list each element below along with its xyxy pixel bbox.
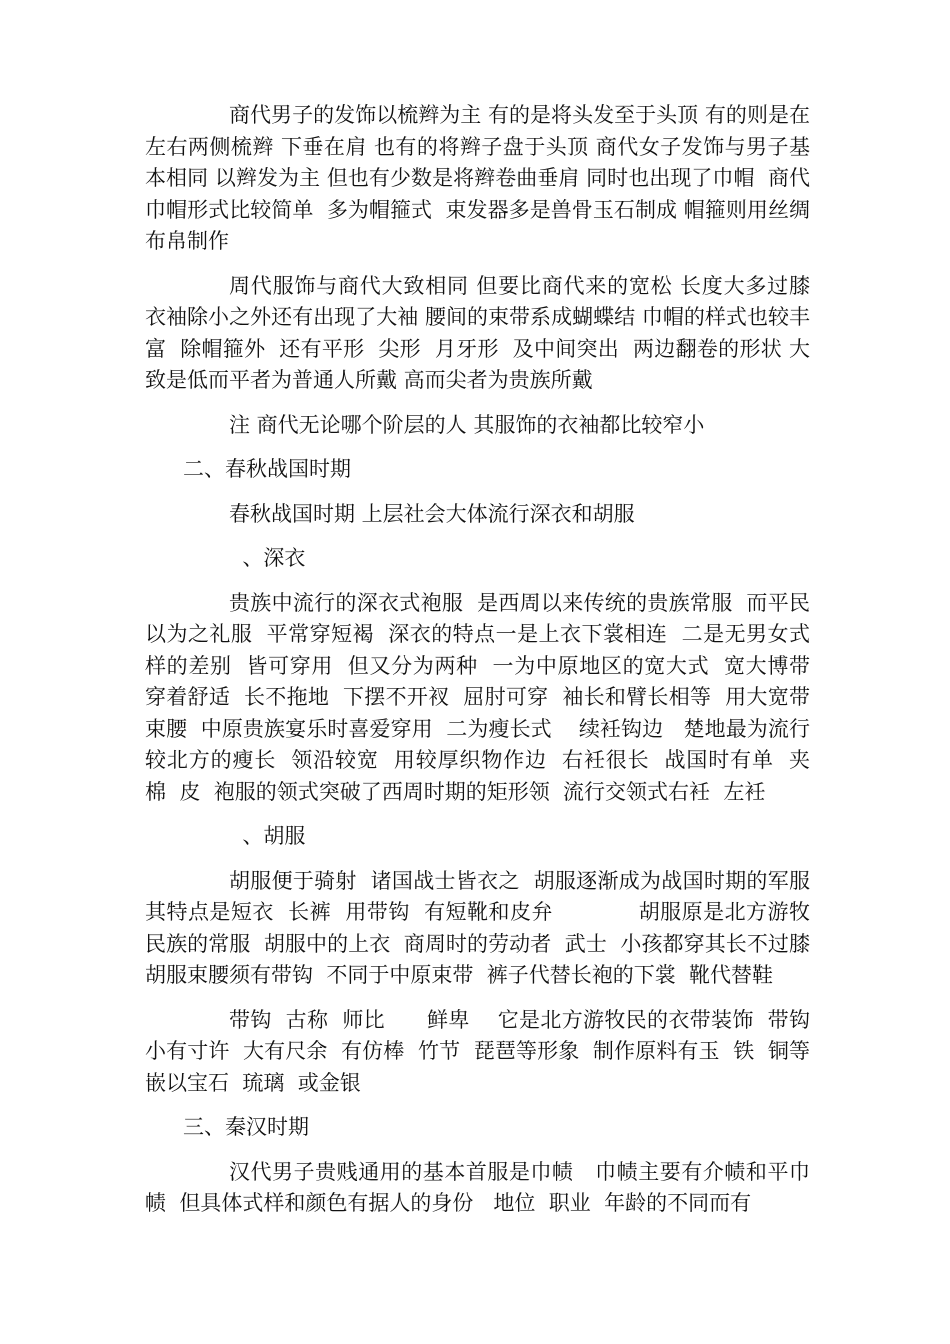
section-heading-spring-autumn: 二、春秋战国时期 — [183, 457, 351, 481]
paragraph-hufu: 胡服便于骑射 诸国战士皆衣之 胡服逐渐成为战国时期的军服 其特点是短衣 长裤 用带钩 有短靴和皮弁 胡服原是北方游牧民族的常服 胡服中的上衣 商周时的劳动者 武士 小孩都穿其长不过膝 胡服束腰须有带钩 不同于中原束带 裤子代替长袍的下裳 靴代替鞋 — [145, 868, 824, 987]
section-heading-qin-han: 三、秦汉时期 — [183, 1115, 309, 1139]
paragraph-spring-autumn-intro: 春秋战国时期 上层社会大体流行深衣和胡服 — [229, 501, 635, 526]
subheading-shenyi: 、深衣 — [229, 546, 306, 570]
paragraph-note: 注 商代无论哪个阶层的人 其服饰的衣袖都比较窄小 — [229, 412, 705, 437]
subheading-hufu: 、胡服 — [229, 824, 306, 848]
paragraph-daigou: 带钩 古称 师比 鲜卑 它是北方游牧民的衣带装饰 带钩小有寸许 大有尺余 有仿棒 竹节 琵琶等形象 制作原料有玉 铁 铜等 嵌以宝石 琉璃 或金银 — [145, 1007, 824, 1095]
paragraph-shang-hair: 商代男子的发饰以梳辫为主 有的是将头发至于头顶 有的则是在左右两侧梳辫 下垂在肩 也有的将辫子盘于头顶 商代女子发饰与男子基本相同 以辫发为主 但也有少数是将辫卷曲垂肩 同时也出现了巾帽 商代巾帽形式比较简单 多为帽箍式 束发器多是兽骨玉石制成 帽箍则用丝绸布帛制作 — [145, 103, 810, 253]
paragraph-shenyi: 贵族中流行的深衣式袍服 是西周以来传统的贵族常服 而平民以为之礼服 平常穿短褐 深衣的特点一是上衣下裳相连 二是无男女式样的差别 皆可穿用 但又分为两种 一为中原地区的宽大式 宽大博带 穿着舒适 长不拖地 下摆不开衩 屈肘可穿 袖长和臂长相等 用大宽带束腰 中原贵族宴乐时喜爱穿用 二为瘦长式 续衽钩边 楚地最为流行 较北方的瘦长 领沿较宽 用较厚织物作边 右衽很长 战国时有单 夹 棉 皮 袍服的领式突破了西周时期的矩形领 流行交领式右衽 左衽 — [145, 590, 824, 804]
document-page — [145, 100, 824, 1233]
paragraph-zhou-clothing: 周代服饰与商代大致相同 但要比商代来的宽松 长度大多过膝 衣袖除小之外还有出现了大袖 腰间的束带系成蝴蝶结 巾帽的样式也较丰富 除帽箍外 还有平形 尖形 月牙形 及中间突出 两边翻卷的形状 大致是低而平者为普通人所戴 高而尖者为贵族所戴 — [145, 273, 817, 392]
paragraph-han-headwear: 汉代男子贵贱通用的基本首服是巾帻 巾帻主要有介帻和平巾帻 但具体式样和颜色有据人的身份 地位 职业 年龄的不同而有 — [145, 1159, 810, 1215]
